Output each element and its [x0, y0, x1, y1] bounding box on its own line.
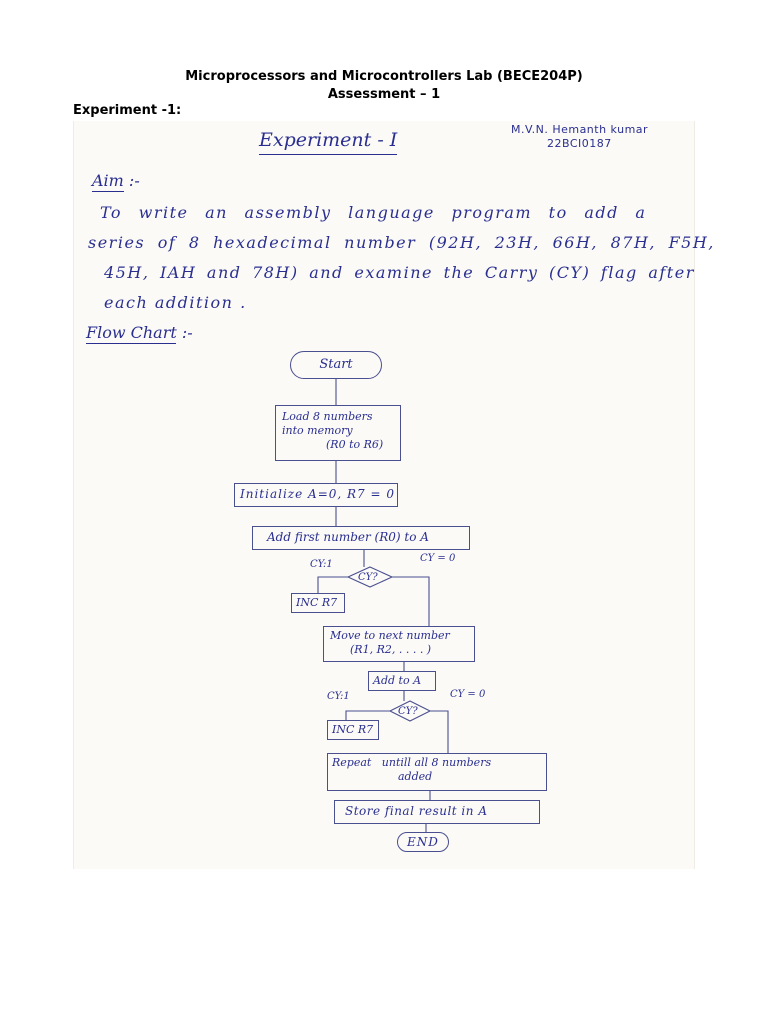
flow-initialize-box: Initialize A=0, R7 = 0 — [234, 483, 398, 507]
move-line: Move to next number — [330, 629, 450, 642]
repeat-line: Repeat untill all 8 numbers — [332, 756, 492, 769]
aim-line: 45H, IAH and 78H) and examine the Carry (CY) flag after — [104, 263, 695, 282]
decision2-label: CY? — [398, 706, 418, 717]
flow-repeat-box — [327, 753, 547, 791]
repeat-line: added — [398, 770, 433, 783]
flow-add-to-a-box: Add to A — [368, 671, 436, 691]
flow-load-box — [275, 405, 401, 461]
flow-store-box: Store final result in A — [334, 800, 540, 824]
cy1-label: CY:1 — [310, 559, 333, 570]
load-line: (R0 to R6) — [326, 438, 384, 451]
move-line: (R1, R2, . . . . ) — [350, 643, 432, 656]
aim-line: To write an assembly language program to add a — [100, 203, 647, 222]
flow-inc-box-2: INC R7 — [327, 720, 379, 740]
flow-add-first-box: Add first number (R0) to A — [252, 526, 470, 550]
assessment-title: Assessment – 1 — [327, 87, 441, 102]
document-header — [0, 68, 768, 104]
flow-move-box — [323, 626, 475, 662]
arrow-cy0 — [392, 577, 429, 626]
aim-label: Aim :- — [92, 171, 140, 190]
course-title: Microprocessors and Microcontrollers Lab (BECE204P) — [185, 69, 583, 84]
scanned-page — [73, 121, 715, 869]
experiment-label: Experiment -1: — [73, 103, 182, 118]
cy0-label-2: CY = 0 — [450, 689, 486, 700]
aim-line: each addition . — [104, 293, 247, 312]
handwritten-title: Experiment - I — [259, 129, 398, 151]
cy1-label-2: CY:1 — [327, 691, 350, 702]
flowchart-label: Flow Chart :- — [86, 323, 193, 342]
load-line: Load 8 numbers — [282, 410, 373, 423]
aim-line: series of 8 hexadecimal number (92H, 23H, 66H, 87H, F5H, — [88, 233, 715, 252]
decision1-label: CY? — [358, 572, 378, 583]
author-name: M.V.N. Hemanth kumar — [511, 123, 649, 136]
arrow-cy0-2 — [430, 711, 448, 753]
flow-inc-box-1: INC R7 — [291, 593, 345, 613]
load-line: into memory — [282, 424, 353, 437]
flow-end: END — [397, 832, 449, 852]
author-id: 22BCI0187 — [547, 137, 612, 150]
flow-start: Start — [290, 351, 382, 379]
arrow-cy1 — [318, 577, 348, 593]
arrow-cy1-2 — [346, 711, 390, 720]
cy0-label: CY = 0 — [420, 553, 456, 564]
